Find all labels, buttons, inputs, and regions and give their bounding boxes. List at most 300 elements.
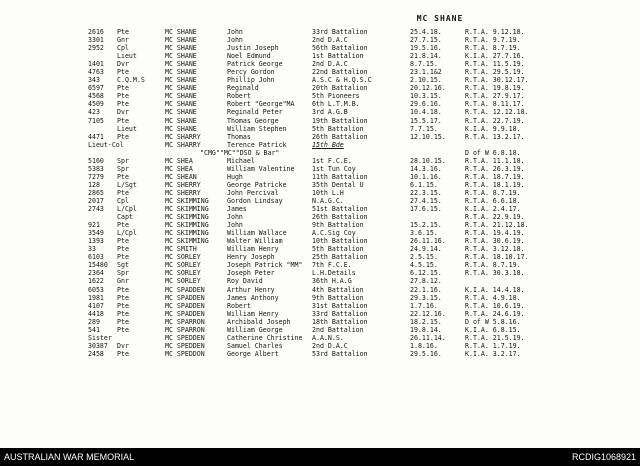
enlistment-date: 27.8.12. [410, 277, 442, 286]
given-names: Archibald Joseph [227, 317, 291, 326]
service-number: 2952 [88, 44, 104, 53]
roll-entries [0, 28, 640, 358]
fate: R.T.A. 3.12.18. [465, 245, 525, 254]
enlistment-date: 15.2.15. [410, 221, 442, 230]
given-names: George Patricke [227, 180, 287, 189]
enlistment-date: 12.10.15. [410, 132, 446, 141]
rank: Pte [117, 221, 129, 230]
rank: Pte [117, 325, 129, 334]
roll-row [0, 245, 640, 253]
unit: A.S.C & H.Q.S.C [312, 76, 372, 85]
service-number: 4107 [88, 301, 104, 310]
fate: R.T.A. 30.12.17. [465, 76, 529, 85]
given-names: John [227, 36, 243, 45]
rank: Pte [117, 301, 129, 310]
surname: MC SKIMMING [165, 229, 209, 238]
enlistment-date: 19.8.14. [410, 325, 442, 334]
given-names: Thomas [227, 132, 251, 141]
surname: MC SHANE [165, 52, 197, 61]
unit: 7th F.C.E. [312, 261, 352, 270]
roll-row [0, 261, 640, 269]
rank: Dvr [117, 341, 129, 350]
fate: R.T.A. 30.6.19. [465, 237, 525, 246]
service-number: 5383 [88, 164, 104, 173]
given-names: William Henry [227, 245, 279, 254]
given-names: Samuel Charles [227, 341, 283, 350]
service-number: 5160 [88, 156, 104, 165]
enlistment-date: 22.3.15. [410, 188, 442, 197]
roll-row [0, 149, 640, 157]
fate: R.T.A. 6.6.18. [465, 196, 521, 205]
given-names: James Anthony [227, 293, 279, 302]
rank: Pte [117, 309, 129, 318]
roll-row [0, 141, 640, 149]
given-names: Walter William [227, 237, 283, 246]
given-names: Gordon Lindsay [227, 196, 283, 205]
service-number: 7279 [88, 172, 104, 181]
rank: Pte [117, 172, 129, 181]
given-names: Reginald Peter [227, 108, 283, 117]
service-number: Lieut-Col [88, 140, 124, 149]
surname: MC SORLEY [165, 277, 201, 286]
roll-row [0, 269, 640, 277]
fate: R.T.A. 24.6.19. [465, 309, 525, 318]
enlistment-date: 10.3.15. [410, 92, 442, 101]
surname: MC SHEA [165, 156, 193, 165]
surname: MC SHANE [165, 76, 197, 85]
archive-source: AUSTRALIAN WAR MEMORIAL [4, 452, 135, 462]
surname: MC SHANE [165, 68, 197, 77]
unit: 3rd A.G.B [312, 108, 348, 117]
enlistment-date: 7.7.15. [410, 124, 438, 133]
given-names: William Stephen [227, 124, 287, 133]
fate: R.T.A. 13.2.17. [465, 132, 525, 141]
surname: MC SKIMMING [165, 205, 209, 214]
roll-row [0, 157, 640, 165]
service-number: Sister [88, 333, 112, 342]
given-names: John Percival [227, 188, 279, 197]
rank: Pte [117, 188, 129, 197]
roll-row [0, 326, 640, 334]
fate: K.I.A. 14.4.18. [465, 285, 525, 294]
rank: Pte [117, 84, 129, 93]
enlistment-date: 27.4.15. [410, 196, 442, 205]
service-number: 6053 [88, 285, 104, 294]
given-names: William Wallace [227, 229, 287, 238]
service-number: 2865 [88, 188, 104, 197]
unit: 15th Bde [312, 140, 344, 149]
rank: Spr [117, 156, 129, 165]
enlistment-date: 4.5.15. [410, 261, 438, 270]
unit: 6th L.T.M.B. [312, 100, 360, 109]
unit: 20th Battalion [312, 84, 368, 93]
service-number: 541 [88, 325, 100, 334]
roll-row [0, 302, 640, 310]
given-names: Percy Gordon [227, 68, 275, 77]
roll-row [0, 108, 640, 116]
surname: MC SKIMMING [165, 196, 209, 205]
unit: 10th L.H [312, 188, 344, 197]
fate: R.T.A. 22.7.19. [465, 116, 525, 125]
service-number: 30387 [88, 341, 108, 350]
roll-row [0, 294, 640, 302]
roll-row [0, 68, 640, 76]
unit: 11th Battalion [312, 172, 368, 181]
unit: 22nd Battalion [312, 68, 368, 77]
surname: MC SPADDEN [165, 293, 205, 302]
fate: K.I.A. 2.4.17. [465, 205, 521, 214]
service-number: 921 [88, 221, 100, 230]
rank: Pte [117, 245, 129, 254]
service-number: 4509 [88, 100, 104, 109]
service-number: 2616 [88, 28, 104, 36]
fate: D of W 6.8.18. [465, 148, 521, 157]
given-names: James [227, 205, 247, 214]
given-names: Terence Patrick [227, 140, 287, 149]
enlistment-date: 25.4.18. [410, 28, 442, 36]
surname: MC SHANE [165, 44, 197, 53]
roll-row [0, 84, 640, 92]
rank: Pte [117, 293, 129, 302]
unit: 10th Battalion [312, 237, 368, 246]
surname: MC SPADDEN [165, 301, 205, 310]
unit: 56th Battalion [312, 44, 368, 53]
enlistment-date: 10.4.18. [410, 108, 442, 117]
surname: MC SORLEY [165, 253, 201, 262]
unit: 26th Battalion [312, 213, 368, 222]
rank: Pte [117, 253, 129, 262]
roll-row [0, 125, 640, 133]
fate: K.I.A. 6.8.15. [465, 325, 521, 334]
roll-row [0, 253, 640, 261]
rank: L/Sgt [117, 180, 137, 189]
unit: 9th Battalion [312, 293, 364, 302]
roll-row [0, 189, 640, 197]
fate: R.T.A. 18.1.19. [465, 180, 525, 189]
rank: Cpl [117, 196, 129, 205]
roll-row [0, 173, 640, 181]
given-names: Catherine Christine [227, 333, 303, 342]
surname: MC SPEDDEN [165, 333, 205, 342]
roll-row [0, 286, 640, 294]
given-names: Thomas George [227, 116, 279, 125]
surname: MC SPARRON [165, 325, 205, 334]
unit: 2nd D.A.C [312, 341, 348, 350]
fate: R.T.A. 22.9.19. [465, 213, 525, 222]
enlistment-date: 20.12.16. [410, 84, 446, 93]
service-number: 2743 [88, 205, 104, 214]
rank: Pte [117, 237, 129, 246]
enlistment-date: 6.1.15. [410, 180, 438, 189]
enlistment-date: 2.10.15. [410, 76, 442, 85]
enlistment-date: 21.8.14. [410, 52, 442, 61]
fate: R.T.A. 9.7.19. [465, 36, 521, 45]
given-names: Roy David [227, 277, 263, 286]
service-number: 3301 [88, 36, 104, 45]
service-number: 1981 [88, 293, 104, 302]
surname: MC SHEAN [165, 172, 197, 181]
fate: R.T.A. 8.7.19. [465, 44, 521, 53]
given-names: Phillip John [227, 76, 275, 85]
roll-row [0, 133, 640, 141]
enlistment-date: 2.5.15. [410, 253, 438, 262]
fate: R.T.A. 30.3.18. [465, 269, 525, 278]
unit: 53rd Battalion [312, 349, 368, 358]
unit: 19th Battalion [312, 116, 368, 125]
service-number: 343 [88, 76, 100, 85]
unit: L.H.Details [312, 269, 356, 278]
heading-text: MC SHANE [416, 14, 464, 23]
fate: R.T.A. 19.4.19. [465, 229, 525, 238]
surname: MC SHARRY [165, 132, 201, 141]
fate: R.T.A. 8.7.19. [465, 188, 521, 197]
given-names: Joseph Peter [227, 269, 275, 278]
rank: Sgt [117, 261, 129, 270]
enlistment-date: 28.10.15. [410, 156, 446, 165]
rank: Pte [117, 317, 129, 326]
fate: R.T.A. 8.11.17. [465, 100, 525, 109]
unit: 4th Battalion [312, 285, 364, 294]
roll-row [0, 205, 640, 213]
rank: Pte [117, 285, 129, 294]
fate: R.T.A. 9.12.18. [465, 28, 525, 36]
surname: MC SPADDEN [165, 285, 205, 294]
unit: 9th Battalion [312, 221, 364, 230]
fate: R.T.A. 4.9.18. [465, 293, 521, 302]
archive-reference: RCDIG1068921 [571, 452, 636, 462]
unit: 33rd Battalion [312, 309, 368, 318]
rank: C.Q.M.S [117, 76, 145, 85]
service-number: 4418 [88, 309, 104, 318]
enlistment-date: 15.5.17. [410, 116, 442, 125]
roll-row [0, 237, 640, 245]
given-names: Michael [227, 156, 255, 165]
roll-row [0, 100, 640, 108]
unit: 2nd D.A.C [312, 60, 348, 69]
roll-row [0, 44, 640, 52]
fate: R.T.A. 18.10.17. [465, 253, 529, 262]
enlistment-date: 10.1.16. [410, 172, 442, 181]
surname: MC SKIMMING [165, 237, 209, 246]
rank: Gnr [117, 36, 129, 45]
rank: Pte [117, 100, 129, 109]
given-names: Reginald [227, 84, 259, 93]
given-names: Robert [227, 301, 251, 310]
rank: Pte [117, 116, 129, 125]
unit: 1st Tun Coy [312, 164, 356, 173]
roll-row [0, 181, 640, 189]
enlistment-date: 22.12.16. [410, 309, 446, 318]
rank: L/Cpl [117, 205, 137, 214]
enlistment-date: 29.3.15. [410, 293, 442, 302]
enlistment-date: 26.11.14. [410, 333, 446, 342]
surname: MC SHANE [165, 116, 197, 125]
unit: 36th H.A.G [312, 277, 352, 286]
given-names: William Henry [227, 309, 279, 318]
service-number: 33 [88, 245, 96, 254]
rank: Capt [117, 213, 133, 222]
enlistment-date: 1.8.16. [410, 341, 438, 350]
given-names: Robert "George"MA [227, 100, 295, 109]
fate: R.T.A. 26.3.19. [465, 164, 525, 173]
unit: N.A.G.C. [312, 196, 344, 205]
surname: MC SHANE [165, 108, 197, 117]
fate: R.T.A. 8.7.19. [465, 261, 521, 270]
roll-row [0, 221, 640, 229]
fate: R.T.A. 12.12.18. [465, 108, 529, 117]
roll-row [0, 92, 640, 100]
fate: R.T.A. 18.7.19. [465, 172, 525, 181]
surname: MC SHANE [165, 92, 197, 101]
rank: Cpl [117, 44, 129, 53]
given-names: John [227, 221, 243, 230]
given-names: Hugh [227, 172, 243, 181]
rank: Lieut [117, 124, 137, 133]
surname: MC SPEDDEN [165, 341, 205, 350]
page-heading [0, 14, 640, 23]
roll-row [0, 310, 640, 318]
service-number: 2017 [88, 196, 104, 205]
service-number: 1622 [88, 277, 104, 286]
unit: 5th Battalion [312, 245, 364, 254]
roll-row [0, 213, 640, 221]
enlistment-date: 29.5.16. [410, 349, 442, 358]
given-names: John [227, 213, 243, 222]
given-names: Arthur Henry [227, 285, 275, 294]
given-names: Henry Joseph [227, 253, 275, 262]
roll-row [0, 52, 640, 60]
fate: R.T.A. 1.7.19. [465, 341, 521, 350]
rank: Pte [117, 92, 129, 101]
fate: K.I.A. 3.2.17. [465, 349, 521, 358]
roll-row [0, 165, 640, 173]
fate: D of W 5.8.16. [465, 317, 521, 326]
surname: MC SHERRY [165, 188, 201, 197]
surname: MC SHARRY [165, 140, 201, 149]
surname: MC SHANE [165, 84, 197, 93]
surname: MC SMITH [165, 245, 197, 254]
rank: Pte [117, 349, 129, 358]
rank: Pte [117, 28, 129, 36]
service-number: 2458 [88, 349, 104, 358]
given-names: Patrick George [227, 60, 283, 69]
unit: 33rd Battalion [312, 28, 368, 36]
surname: MC SKIMMING [165, 221, 209, 230]
enlistment-date: 18.2.15. [410, 317, 442, 326]
surname: MC SHANE [165, 28, 197, 36]
surname: MC SKIMMING [165, 213, 209, 222]
given-names: Joseph Patrick "MM" [227, 261, 303, 270]
service-number: 423 [88, 108, 100, 117]
surname: MC SPARRON [165, 317, 205, 326]
enlistment-date: 8.7.15. [410, 60, 438, 69]
unit: 18th Battalion [312, 317, 368, 326]
enlistment-date: 22.1.16. [410, 285, 442, 294]
fate: K.I.A. 27.7.16. [465, 52, 525, 61]
enlistment-date: 23.1.1&2 [410, 68, 442, 77]
given-names: Justin Joseph [227, 44, 279, 53]
fate: R.T.A. 11.5.19. [465, 60, 525, 69]
rank: Pte [117, 132, 129, 141]
rank: Spr [117, 164, 129, 173]
service-number: 1393 [88, 237, 104, 246]
fate: R.T.A. 10.6.19. [465, 301, 525, 310]
unit: 51st Battalion [312, 205, 368, 214]
surname: MC SHANE [165, 60, 197, 69]
rank: Dvr [117, 60, 129, 69]
roll-row [0, 117, 640, 125]
given-names: William Valentine [227, 164, 295, 173]
service-number: 2364 [88, 269, 104, 278]
given-names: "CMG""MC""DSO & Bar" [200, 148, 280, 157]
unit: 31st Battalion [312, 301, 368, 310]
given-names: Robert [227, 92, 251, 101]
unit: A.A.N.S. [312, 333, 344, 342]
unit: 1st F.C.E. [312, 156, 352, 165]
service-number: 7105 [88, 116, 104, 125]
unit: 26th Battalion [312, 132, 368, 141]
enlistment-date: 17.6.15. [410, 205, 442, 214]
service-number: 4471 [88, 132, 104, 141]
service-number: 4568 [88, 92, 104, 101]
enlistment-date: 27.7.15. [410, 36, 442, 45]
roll-row [0, 277, 640, 285]
archive-footer [0, 448, 640, 466]
enlistment-date: 3.6.15. [410, 229, 438, 238]
surname: MC SHANE [165, 36, 197, 45]
enlistment-date: 1.7.16. [410, 301, 438, 310]
unit: 35th Dental U [312, 180, 364, 189]
fate: R.T.A. 21.5.19. [465, 333, 525, 342]
rank: Dvr [117, 108, 129, 117]
fate: R.T.A. 11.1.18. [465, 156, 525, 165]
enlistment-date: 14.3.16. [410, 164, 442, 173]
surname: MC SHANE [165, 124, 197, 133]
fate: R.T.A. 19.8.19. [465, 84, 525, 93]
rank: Pte [117, 68, 129, 77]
enlistment-date: 26.11.16. [410, 237, 446, 246]
given-names: John [227, 28, 243, 36]
given-names: George Albert [227, 349, 279, 358]
unit: A.C.Sig Coy [312, 229, 356, 238]
roll-row [0, 350, 640, 358]
unit: 2nd D.A.C [312, 36, 348, 45]
roll-row [0, 229, 640, 237]
roll-row [0, 197, 640, 205]
roll-row [0, 76, 640, 84]
rank: Gnr [117, 277, 129, 286]
unit: 5th Pioneers [312, 92, 360, 101]
enlistment-date: 6.12.15. [410, 269, 442, 278]
service-number: 128 [88, 180, 100, 189]
unit: 1st Battalion [312, 52, 364, 61]
rank: Spr [117, 269, 129, 278]
surname: MC SHEA [165, 164, 193, 173]
fate: R.T.A. 29.5.19. [465, 68, 525, 77]
surname: MC SHANE [165, 100, 197, 109]
unit: 25th Battalion [312, 253, 368, 262]
given-names: Noel Edmund [227, 52, 271, 61]
rank: Lieut [117, 52, 137, 61]
service-number: 4763 [88, 68, 104, 77]
service-number: 6597 [88, 84, 104, 93]
surname: MC SPEDDON [165, 349, 205, 358]
roll-row [0, 60, 640, 68]
enlistment-date: 24.9.14. [410, 245, 442, 254]
service-number: 15480 [88, 261, 108, 270]
service-number: 3549 [88, 229, 104, 238]
rank: L/Cpl [117, 229, 137, 238]
